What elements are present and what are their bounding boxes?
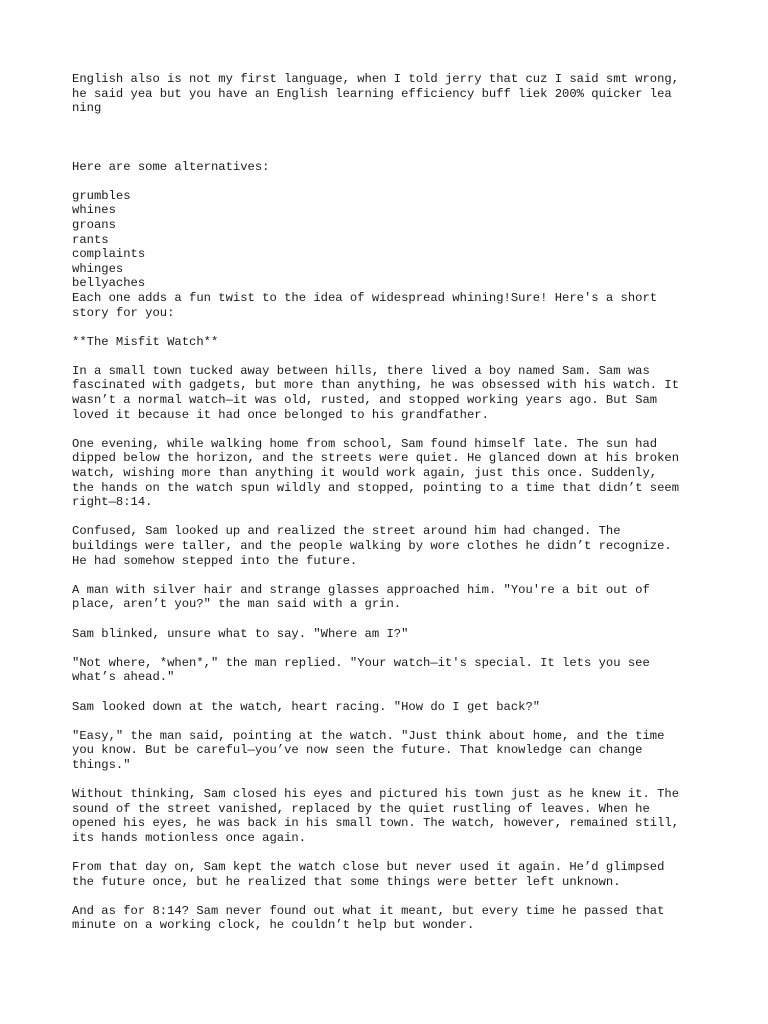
text-line: things.": [72, 757, 131, 772]
text-line: watch, wishing more than anything it would work again, just this once. Suddenly,: [72, 466, 658, 481]
text-line: wasn’t a normal watch—it was old, rusted, and stopped working years ago. But Sam: [72, 393, 658, 408]
story-paragraph: [72, 364, 702, 422]
text-line: its hands motionless once again.: [72, 830, 307, 845]
text-line: "Easy," the man said, pointing at the watch. "Just think about home, and the time: [72, 728, 665, 743]
list-item: groans: [72, 217, 116, 232]
paragraph-alternatives-list: [72, 189, 702, 320]
list-item: complaints: [72, 247, 146, 262]
story-paragraph: [72, 437, 702, 510]
text-line: minute on a working clock, he couldn’t help but wonder.: [72, 918, 475, 933]
text-line: story for you:: [72, 305, 175, 320]
list-item: rants: [72, 232, 109, 247]
text-line: In a small town tucked away between hills, there lived a boy named Sam. Sam was: [72, 363, 650, 378]
story-paragraph: [72, 904, 702, 933]
text-line: "Not where, *when*," the man replied. "Your watch—it's special. It lets you see: [72, 655, 650, 670]
text-line: A man with silver hair and strange glasses approached him. "You're a bit out of: [72, 582, 650, 597]
story-paragraph: [72, 700, 702, 715]
list-item: whinges: [72, 261, 124, 276]
text-line: dipped below the horizon, and the streets were quiet. He glanced down at his broken: [72, 451, 680, 466]
text-line: Without thinking, Sam closed his eyes and pictured his town just as he knew it. The: [72, 787, 680, 802]
text-line: Sam blinked, unsure what to say. "Where am I?": [72, 626, 409, 641]
text-line: English also is not my first language, when I told jerry that cuz I said smt wrong,: [72, 72, 680, 86]
story-paragraph: [72, 583, 702, 612]
list-item: bellyaches: [72, 276, 146, 291]
text-line: you know. But be careful—you’ve now seen the future. That knowledge can change: [72, 743, 643, 758]
text-line: the future once, but he realized that some things were better left unknown.: [72, 874, 621, 889]
story-paragraph: [72, 524, 702, 568]
text-line: He had somehow stepped into the future.: [72, 553, 358, 568]
story-paragraph: [72, 656, 702, 685]
story-title: [72, 335, 702, 350]
text-line: Sam looked down at the watch, heart racing. "How do I get back?": [72, 699, 541, 714]
text-line: loved it because it had once belonged to his grandfather.: [72, 407, 489, 422]
text-line: Confused, Sam looked up and realized the street around him had changed. The: [72, 524, 621, 539]
text-line: Each one adds a fun twist to the idea of widespread whining!Sure! Here's a short: [72, 290, 658, 305]
text-line: **The Misfit Watch**: [72, 334, 219, 349]
list-item: grumbles: [72, 188, 131, 203]
text-line: opened his eyes, he was back in his small town. The watch, however, remained still,: [72, 816, 680, 831]
paragraph-alternatives-heading: [72, 160, 702, 175]
list-item: whines: [72, 203, 116, 218]
text-line: One evening, while walking home from school, Sam found himself late. The sun had: [72, 436, 658, 451]
text-line: Here are some alternatives:: [72, 159, 270, 174]
story-paragraph: [72, 729, 702, 773]
text-line: place, aren’t you?" the man said with a grin.: [72, 597, 402, 612]
story-paragraph: [72, 860, 702, 889]
text-line: he said yea but you have an English learning efficiency buff liek 200% quicker lea: [72, 86, 672, 101]
paragraph-intro: [72, 72, 702, 116]
text-line: And as for 8:14? Sam never found out what it meant, but every time he passed that: [72, 903, 665, 918]
story-paragraph: [72, 627, 702, 642]
text-line: sound of the street vanished, replaced by the quiet rustling of leaves. When he: [72, 801, 650, 816]
text-line: fascinated with gadgets, but more than anything, he was obsessed with his watch. It: [72, 378, 680, 393]
text-line: buildings were taller, and the people walking by wore clothes he didn’t recognize.: [72, 539, 672, 553]
story-paragraph: [72, 787, 702, 845]
text-line: ning: [72, 101, 102, 116]
text-line: right—8:14.: [72, 495, 153, 510]
text-line: what’s ahead.": [72, 670, 175, 685]
text-line: the hands on the watch spun wildly and stopped, pointing to a time that didn’t seem: [72, 480, 680, 495]
text-line: From that day on, Sam kept the watch close but never used it again. He’d glimpsed: [72, 860, 665, 875]
document-body: [72, 72, 702, 933]
